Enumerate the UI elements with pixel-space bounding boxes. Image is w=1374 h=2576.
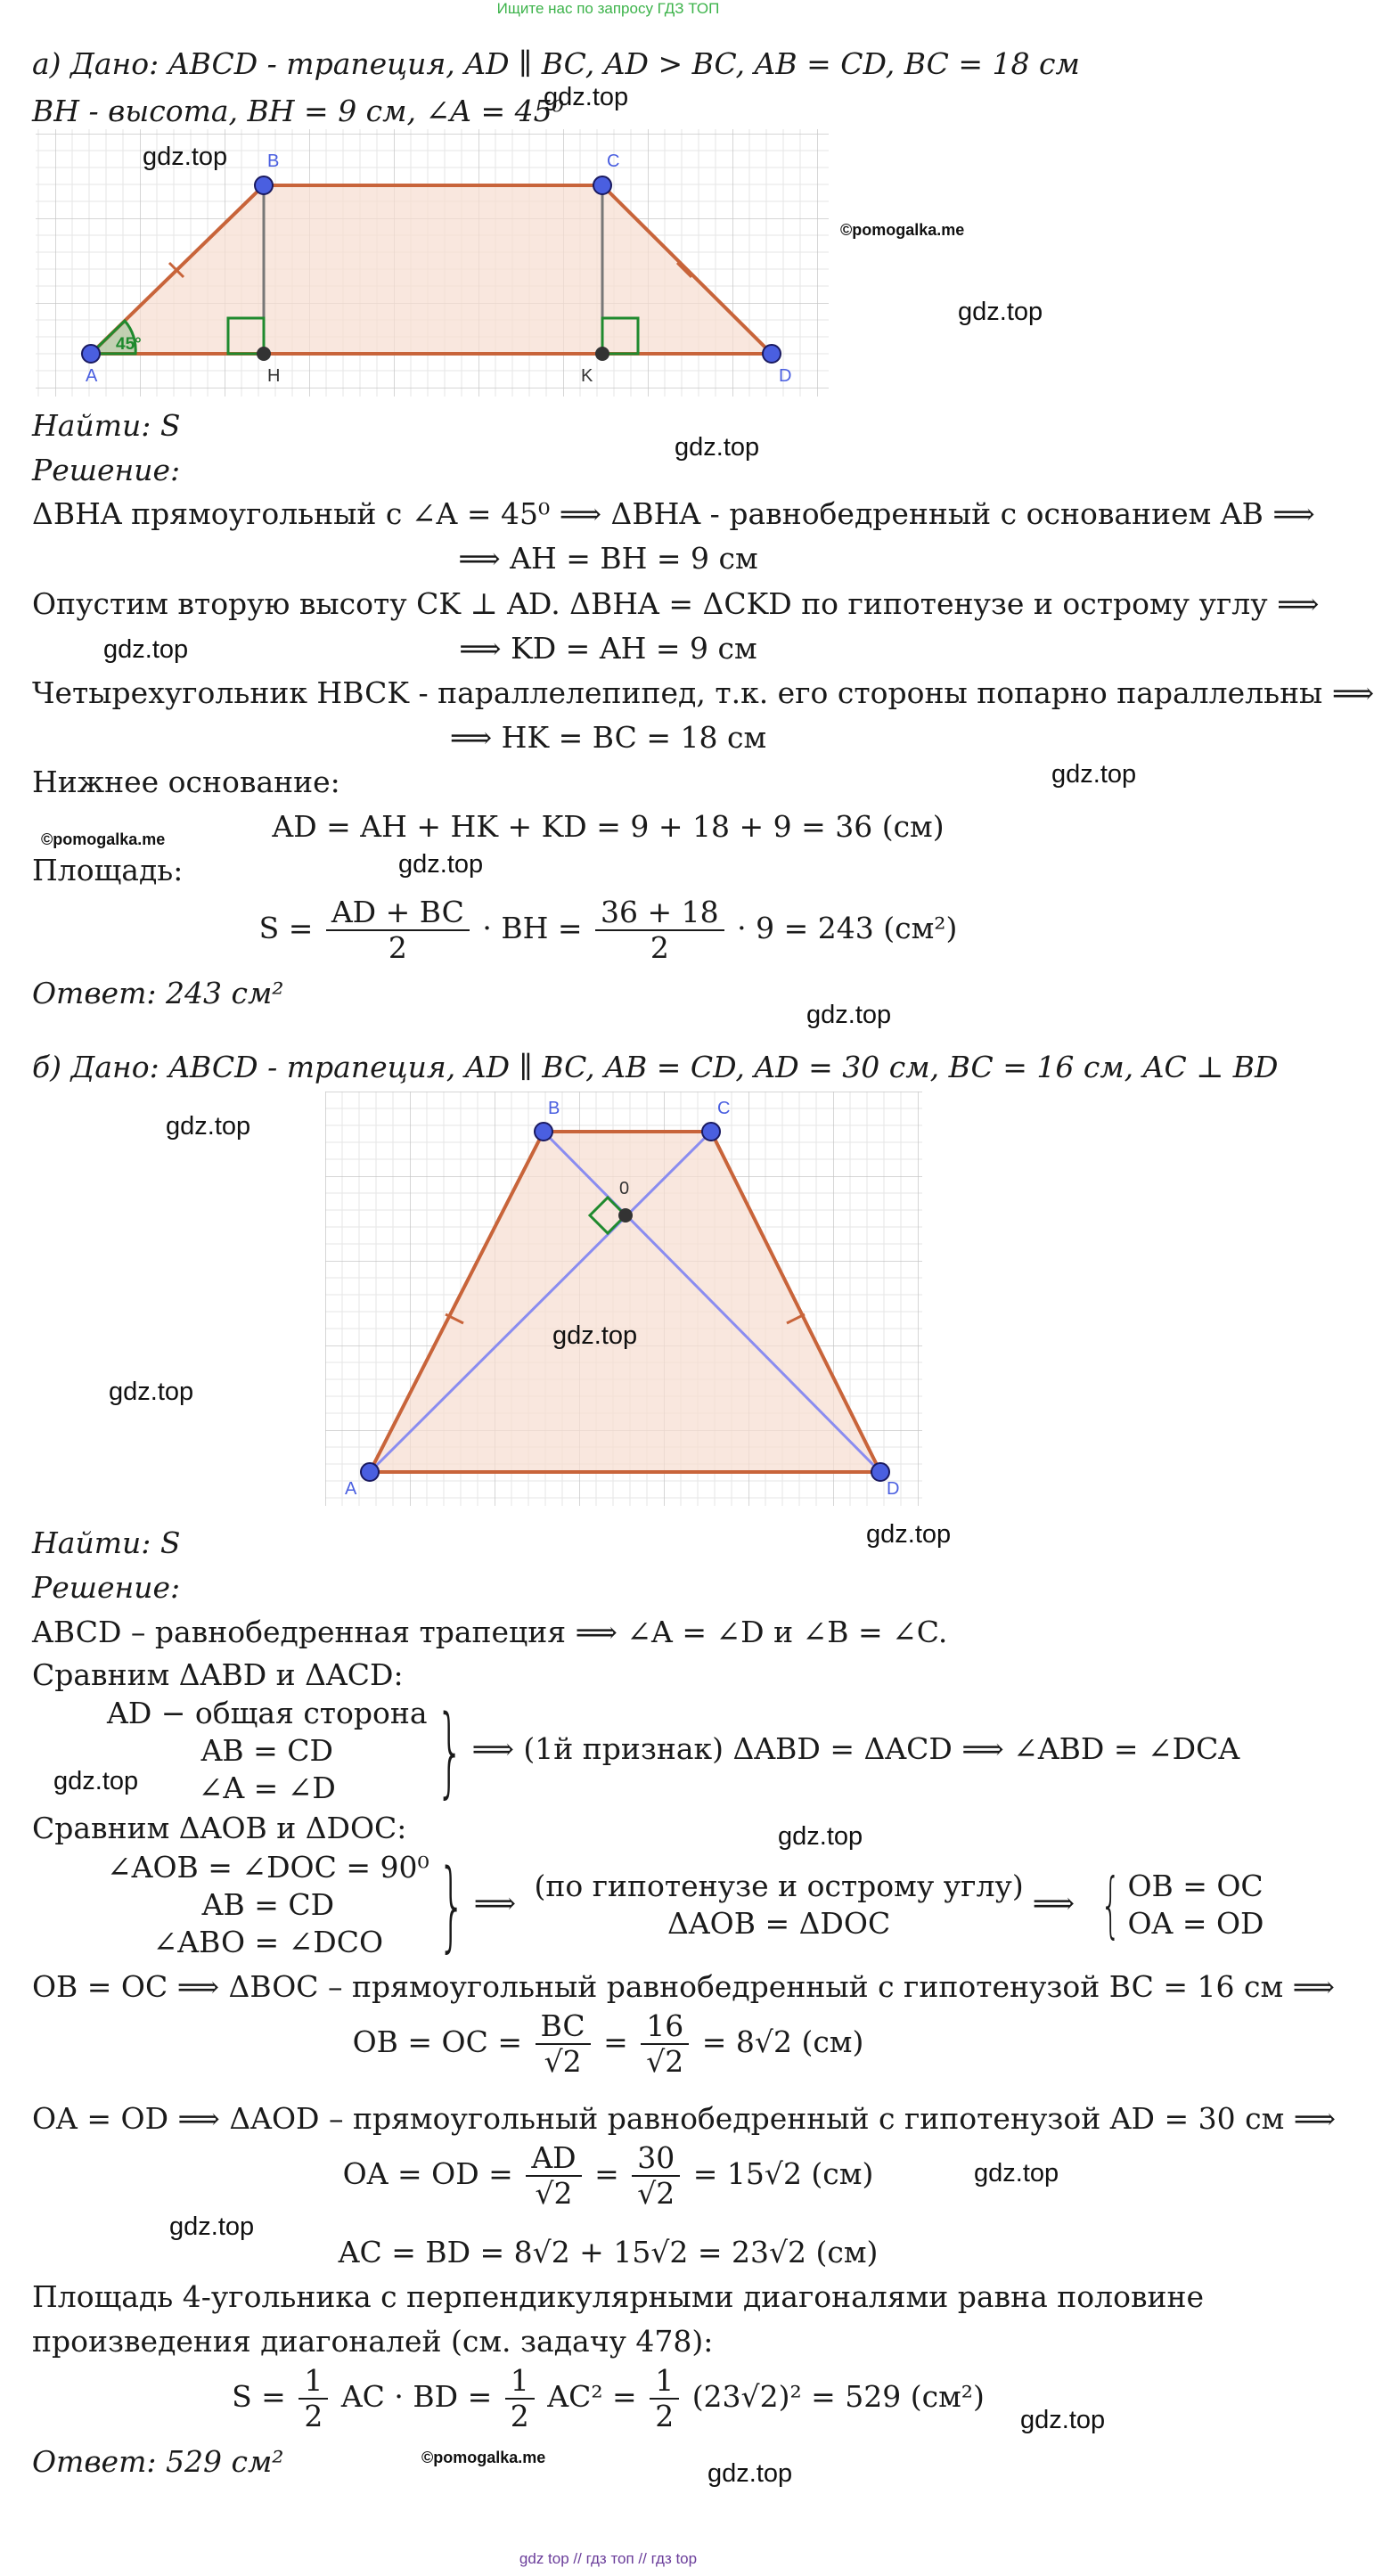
- trapezoid-figure-b: [325, 1092, 931, 1515]
- part-b-line6: AC = BD = 8√2 + 15√2 = 23√2 (см): [338, 2235, 879, 2269]
- watermark-gdz: gdz.top: [1051, 760, 1137, 789]
- watermark-gdz: gdz.top: [398, 850, 484, 879]
- part-a-given-line2: BH - высота, BH = 9 см, ∠A = 45⁰: [32, 94, 564, 128]
- label-c: C: [607, 151, 620, 171]
- footer-links[interactable]: gdz top // гдз топ // гдз top: [519, 2550, 698, 2567]
- watermark-gdz: gdz.top: [544, 83, 629, 111]
- part-a-solution-label: Решение:: [32, 453, 181, 487]
- point-k: [595, 347, 609, 361]
- part-b-line5: OA = OD ⟹ ΔAOD – прямоугольный равнобедренный с гипотенузой AD = 30 см ⟹: [32, 2101, 1337, 2136]
- part-b-eq1: OB = OC = $\frac{BC}{√2}$ = $\frac{16}{√2}$ = 8√2 (см): [352, 2008, 864, 2079]
- label-h: H: [267, 366, 281, 386]
- point-b: [535, 1123, 552, 1141]
- label-d: D: [887, 1479, 900, 1499]
- watermark-gdz: gdz.top: [806, 1001, 892, 1029]
- label-b: B: [267, 151, 280, 171]
- watermark-gdz: gdz.top: [143, 143, 228, 171]
- part-a-line4: Нижнее основание:: [32, 765, 340, 799]
- header-search-link[interactable]: Ищите нас по запросу ГДЗ ТОП: [496, 0, 720, 17]
- point-d: [871, 1463, 889, 1481]
- watermark-gdz: gdz.top: [1020, 2406, 1106, 2434]
- part-a-given-line1: а) Дано: ABCD - трапеция, AD ∥ BC, AD > BC, AB = CD, BC = 18 см: [32, 46, 1080, 81]
- part-a-find: Найти: S: [32, 408, 181, 443]
- label-b: B: [548, 1099, 560, 1118]
- watermark-gdz: gdz.top: [103, 635, 189, 664]
- part-b-line4: OB = OC ⟹ ΔBOC – прямоугольный равнобедренный с гипотенузой BC = 16 см ⟹: [32, 1969, 1335, 2004]
- label-a: A: [86, 366, 98, 386]
- label-c: C: [717, 1099, 731, 1118]
- brace-right: }: [437, 1848, 466, 1962]
- label-k: K: [581, 366, 593, 386]
- watermark-gdz: gdz.top: [53, 1767, 139, 1795]
- brace-right: }: [435, 1694, 464, 1808]
- part-b-system2: ∠AOB = ∠DOC = 90⁰ AB = CD ∠ABO = ∠DCO } ⟹ (по гипотенузе и острому углу) ΔAOB = ΔDOC ⟹ { OB = OC OA = OD: [107, 1848, 1264, 1962]
- part-b-eq3: S = $\frac{1}{2}$ AC · BD = $\frac{1}{2}$ AC² = $\frac{1}{2}$ (23√2)² = 529 (см²): [232, 2363, 985, 2433]
- part-b-answer: Ответ: 529 см²: [32, 2444, 284, 2479]
- point-a: [361, 1463, 379, 1481]
- point-c: [593, 176, 611, 194]
- part-b-line7: Площадь 4-угольника с перпендикулярными диагоналями равна половине: [32, 2279, 1205, 2314]
- watermark-pomogalka: ©pomogalka.me: [421, 2449, 546, 2466]
- watermark-gdz: gdz.top: [169, 2212, 255, 2241]
- point-b: [255, 176, 273, 194]
- point-a: [82, 345, 100, 363]
- label-o: 0: [619, 1179, 630, 1198]
- part-a-line2: Опустим вторую высоту CK ⊥ AD. ΔBHA = ΔCKD по гипотенузе и острому углу ⟹: [32, 586, 1320, 621]
- brace-left: {: [1100, 1863, 1121, 1946]
- part-b-eq2: OA = OD = $\frac{AD}{√2}$ = $\frac{30}{√2}$ = 15√2 (см): [342, 2140, 874, 2211]
- part-b-system1: AD − общая сторона AB = CD ∠A = ∠D } ⟹ (1й признак) ΔABD = ΔACD ⟹ ∠ABD = ∠DCA: [107, 1694, 1240, 1808]
- part-b-line2: Сравним ΔABD и ΔACD:: [32, 1657, 404, 1692]
- part-a-line5: Площадь:: [32, 853, 184, 887]
- part-a-answer: Ответ: 243 см²: [32, 976, 284, 1010]
- point-h: [257, 347, 271, 361]
- part-b-line3: Сравним ΔAOB и ΔDOC:: [32, 1811, 407, 1845]
- part-a-line4b: AD = AH + HK + KD = 9 + 18 + 9 = 36 (см): [272, 809, 945, 844]
- watermark-gdz: gdz.top: [866, 1520, 952, 1549]
- part-a-line1: ΔBHA прямоугольный с ∠A = 45⁰ ⟹ ΔBHA - равнобедренный с основанием AB ⟹: [32, 496, 1315, 531]
- part-a-line3b: ⟹ HK = BC = 18 см: [449, 720, 767, 755]
- watermark-gdz: gdz.top: [707, 2459, 793, 2488]
- part-a-line1b: ⟹ AH = BH = 9 см: [458, 541, 758, 576]
- watermark-gdz: gdz.top: [166, 1112, 251, 1141]
- watermark-pomogalka: ©pomogalka.me: [41, 830, 166, 848]
- part-a-area-formula: S = $\frac{AD + BC}{2}$ · BH = $\frac{36 + 18}{2}$ · 9 = 243 (см²): [258, 895, 958, 965]
- watermark-gdz: gdz.top: [974, 2159, 1059, 2188]
- watermark-gdz: gdz.top: [109, 1378, 194, 1406]
- part-a-line3: Четырехугольник HBCK - параллелепипед, т.к. его стороны попарно параллельны ⟹: [32, 675, 1374, 710]
- part-b-line1: ABCD – равнобедренная трапеция ⟹ ∠A = ∠D и ∠B = ∠C.: [32, 1615, 948, 1649]
- watermark-gdz: gdz.top: [552, 1321, 638, 1350]
- part-a-line2b: ⟹ KD = AH = 9 см: [459, 631, 757, 666]
- label-d: D: [779, 366, 792, 386]
- watermark-gdz: gdz.top: [675, 433, 760, 462]
- point-d: [763, 345, 781, 363]
- part-b-solution-label: Решение:: [32, 1570, 181, 1605]
- point-o: [618, 1208, 633, 1223]
- label-a: A: [345, 1479, 357, 1499]
- part-b-find: Найти: S: [32, 1525, 181, 1560]
- watermark-pomogalka: ©pomogalka.me: [840, 221, 965, 239]
- watermark-gdz: gdz.top: [958, 298, 1043, 326]
- point-c: [702, 1123, 720, 1141]
- angle-label-45: 45°: [116, 335, 142, 354]
- part-b-line8: произведения диагоналей (см. задачу 478):: [32, 2324, 714, 2359]
- part-b-given: б) Дано: ABCD - трапеция, AD ∥ BC, AB = CD, AD = 30 см, BC = 16 см, AC ⊥ BD: [32, 1050, 1279, 1084]
- watermark-gdz: gdz.top: [778, 1822, 863, 1851]
